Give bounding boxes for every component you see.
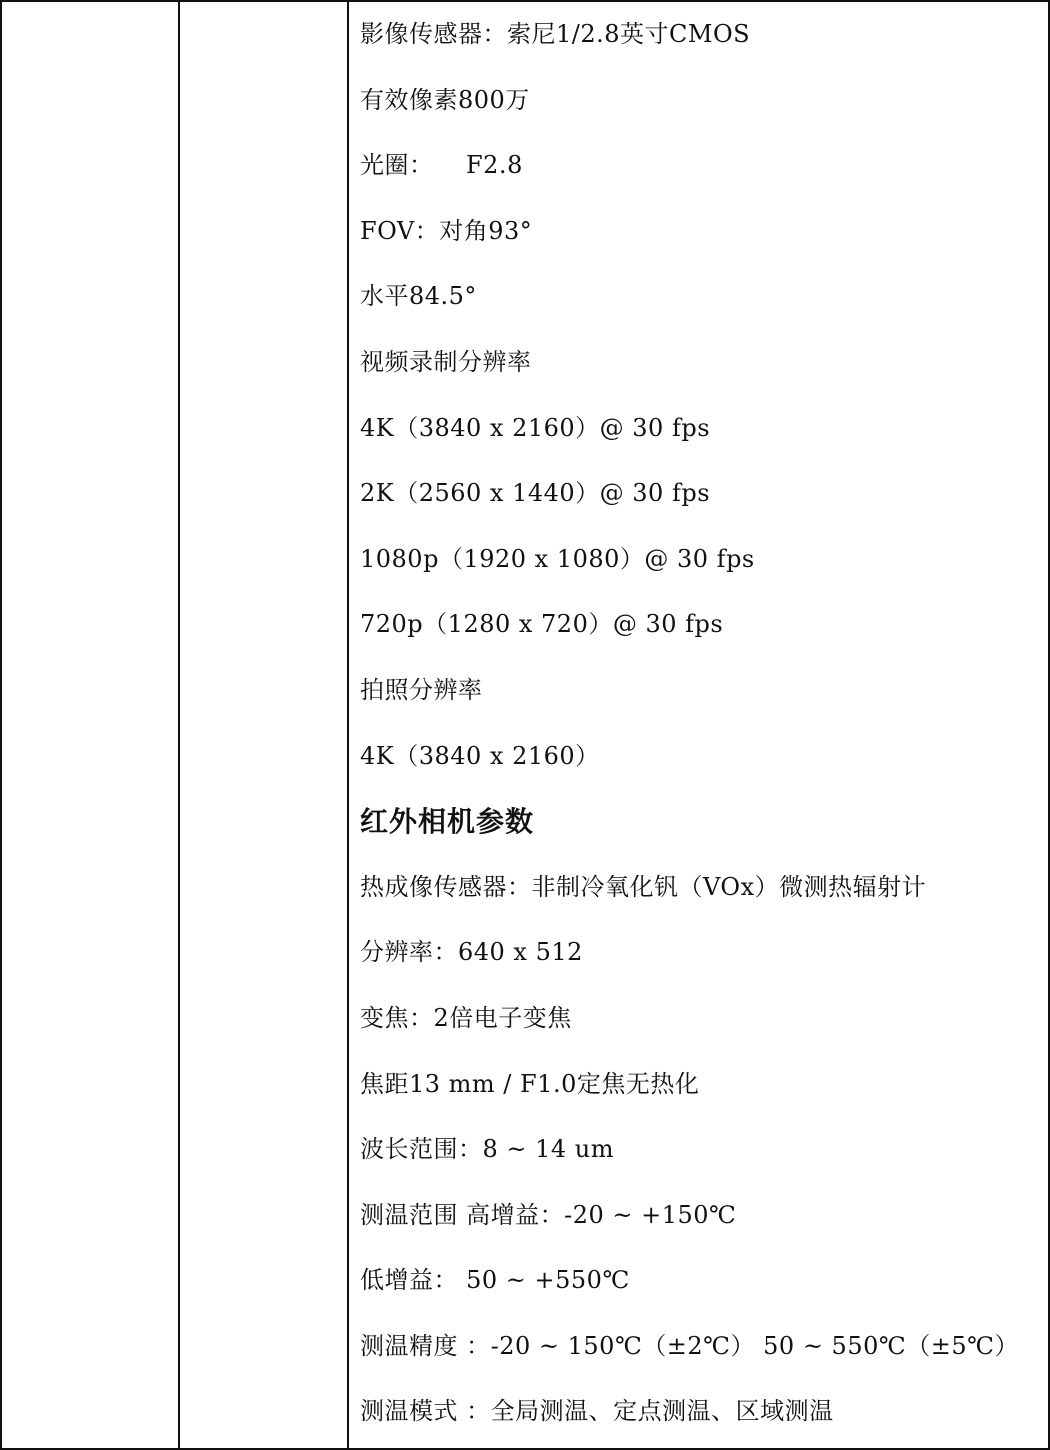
spec-line-effective-pixels: 有效像素800万 <box>360 85 530 114</box>
spec-line-wavelength: 波长范围：8 ~ 14 um <box>360 1135 615 1164</box>
spec-line-aperture: 光圈： F2.8 <box>360 151 523 180</box>
spec-line-thermal-sensor: 热成像传感器：非制冷氧化钒（VOx）微测热辐射计 <box>360 872 927 901</box>
spec-line-sensor: 影像传感器：索尼1/2.8英寸CMOS <box>360 20 751 48</box>
spec-line-zoom: 变焦：2倍电子变焦 <box>360 1003 572 1032</box>
spec-line-video-1080p: 1080p（1920 x 1080）@ 30 fps <box>360 544 755 573</box>
spec-line-temp-accuracy: 测温精度 ：-20 ~ 150℃（±2℃） 50 ~ 550℃（±5℃） <box>360 1331 1019 1360</box>
spec-line-video-2k: 2K（2560 x 1440）@ 30 fps <box>360 479 711 508</box>
spec-line-fov-horizontal: 水平84.5° <box>360 282 477 311</box>
spec-line-photo-resolution-title: 拍照分辨率 <box>360 675 483 704</box>
table-column-specs <box>349 2 1048 1448</box>
spec-line-video-resolution-title: 视频录制分辨率 <box>360 347 532 376</box>
table-column-index <box>2 2 180 1448</box>
spec-line-temp-range-high-gain: 测温范围 高增益：-20 ~ +150℃ <box>360 1200 737 1229</box>
spec-line-fov-diagonal: FOV：对角93° <box>360 216 533 245</box>
spec-line-photo-4k: 4K（3840 x 2160） <box>360 741 600 770</box>
spec-line-temp-range-low-gain: 低增益： 50 ~ +550℃ <box>360 1266 630 1295</box>
spec-line-focal-length: 焦距13 mm / F1.0定焦无热化 <box>360 1069 700 1098</box>
spec-line-temp-mode: 测温模式 ：全局测温、定点测温、区域测温 <box>360 1397 834 1426</box>
spec-line-video-4k: 4K（3840 x 2160）@ 30 fps <box>360 413 711 442</box>
spec-line-thermal-resolution: 分辨率：640 x 512 <box>360 938 583 967</box>
section-heading-infrared: 红外相机参数 <box>360 805 535 839</box>
table-column-item <box>180 2 349 1448</box>
spec-line-video-720p: 720p（1280 x 720）@ 30 fps <box>360 610 724 639</box>
